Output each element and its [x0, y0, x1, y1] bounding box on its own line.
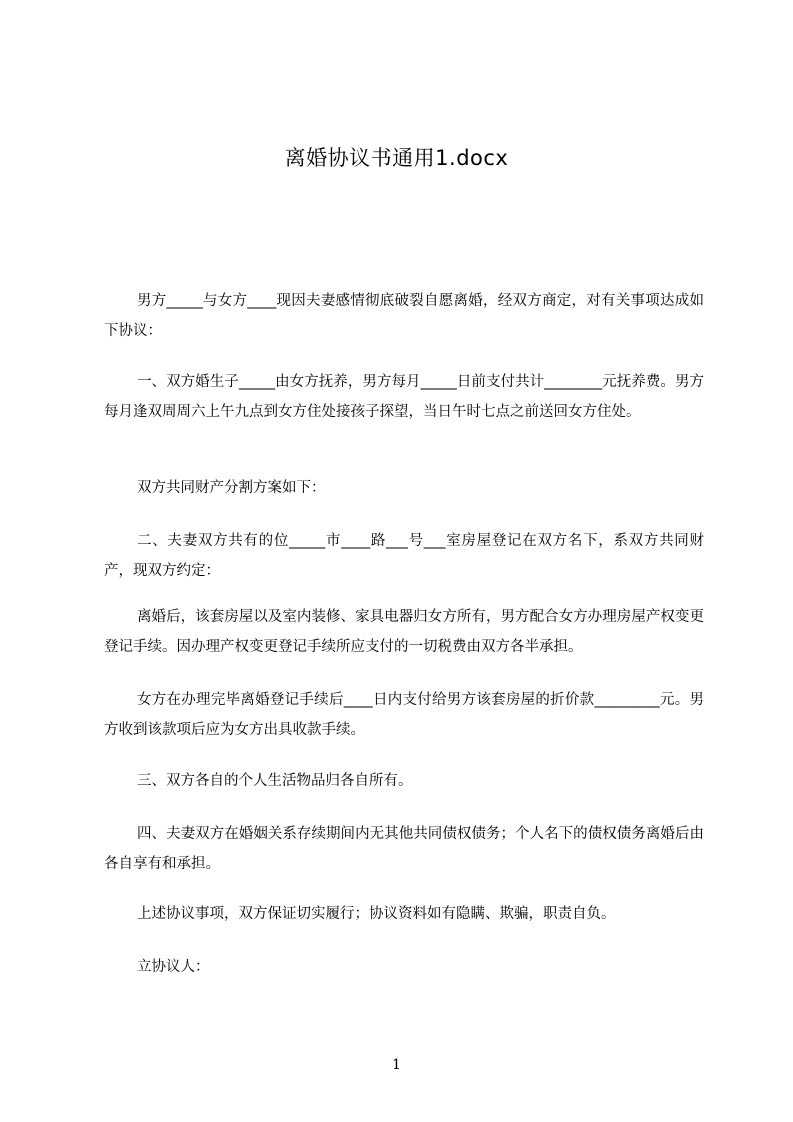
- paragraph-debts: 四、夫妻双方在婚姻关系存续期间内无其他共同债权债务；个人名下的债权债务离婚后由各自享有和承担。: [104, 826, 704, 872]
- paragraph-child-custody: 一、双方婚生子_____由女方抚养，男方每月_____日前支付共计________元抚养费。男方每月逢双周周六上午九点到女方住处接孩子探望，当日午时七点之前送回女方住处。: [104, 374, 704, 420]
- paragraph-property-heading: 双方共同财产分割方案如下：: [137, 480, 326, 496]
- paragraph-personal-items: 三、双方各自的个人生活物品归各自所有。: [137, 773, 413, 789]
- paragraph-after-divorce: 离婚后，该套房屋以及室内装修、家具电器归女方所有，男方配合女方办理房屋产权变更登记手续。因办理产权变更登记手续所应支付的一切税费由双方各半承担。: [104, 609, 704, 655]
- paragraph-signatories: 立协议人：: [137, 959, 210, 975]
- page-number: 1: [392, 1057, 401, 1073]
- paragraph-house-ownership: 二、夫妻双方共有的位_____市____路___号___室房屋登记在双方名下，系双方共同财产，现双方约定：: [104, 533, 704, 579]
- paragraph-guarantee: 上述协议事项，双方保证切实履行；协议资料如有隐瞒、欺骗，职责自负。: [137, 906, 616, 922]
- paragraph-compensation: 女方在办理完毕离婚登记手续后____日内支付给男方该套房屋的折价款_________元。男方收到该款项后应为女方出具收款手续。: [104, 692, 704, 738]
- paragraph-intro: 男方_____与女方____现因夫妻感情彻底破裂自愿离婚，经双方商定，对有关事项达成如下协议：: [104, 293, 704, 339]
- document-title: 离婚协议书通用1.docx: [284, 146, 509, 170]
